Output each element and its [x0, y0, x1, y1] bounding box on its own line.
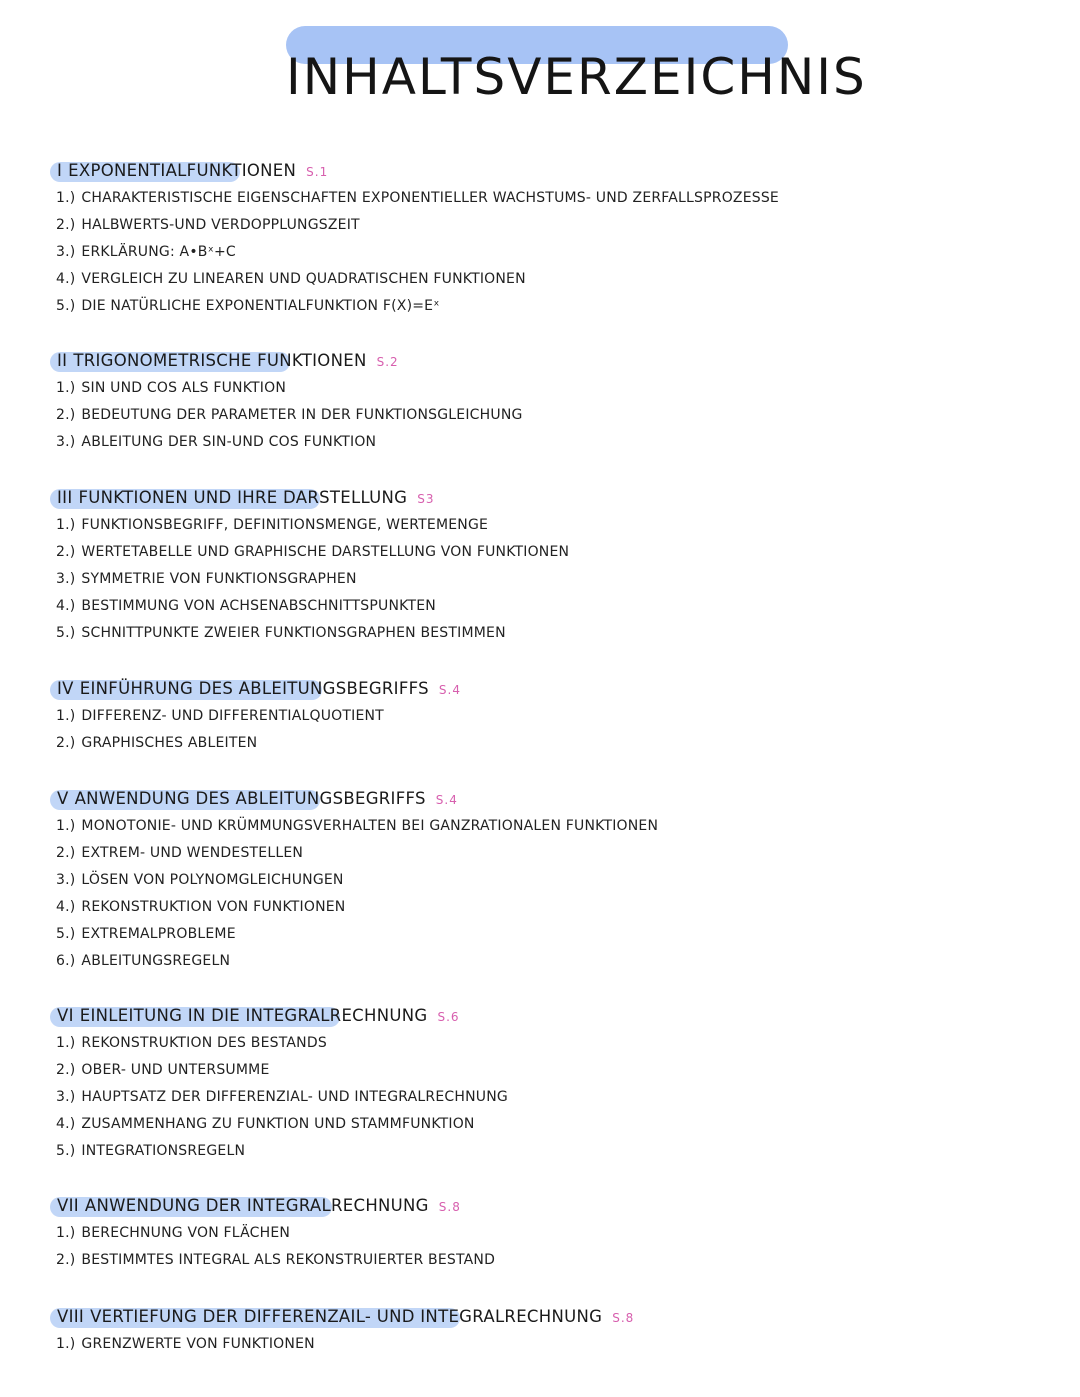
- section-numeral: II: [57, 351, 68, 370]
- item-number: 5.): [56, 298, 76, 314]
- page-title: INHALTSVERZEICHNIS: [286, 47, 867, 106]
- item-number: 6.): [56, 953, 76, 969]
- item-text: BESTIMMTES INTEGRAL ALS REKONSTRUIERTER BESTAND: [81, 1252, 496, 1268]
- item-text: CHARAKTERISTISCHE EIGENSCHAFTEN EXPONENTIELLER WACHSTUMS- UND ZERFALLSPROZESSE: [81, 190, 779, 206]
- section-heading: [0, 158, 1080, 185]
- section-page: S.8: [612, 1311, 635, 1325]
- item-text: SIN UND COS ALS FUNKTION: [81, 380, 286, 396]
- list-item: [0, 539, 1080, 566]
- list-item: [0, 867, 1080, 894]
- item-text: INTEGRATIONSREGELN: [81, 1143, 246, 1159]
- item-text: OBER- UND UNTERSUMME: [81, 1062, 270, 1078]
- section-numeral: VIII: [57, 1307, 85, 1326]
- item-number: 5.): [56, 625, 76, 641]
- list-item: [0, 402, 1080, 429]
- section-numeral: VI: [57, 1006, 74, 1025]
- item-number: 1.): [56, 517, 76, 533]
- item-text: FUNKTIONSBEGRIFF, DEFINITIONSMENGE, WERTEMENGE: [81, 517, 489, 533]
- list-item: [0, 1111, 1080, 1138]
- section-page: S.2: [376, 355, 399, 369]
- item-text: REKONSTRUKTION DES BESTANDS: [81, 1035, 327, 1051]
- section-title: VERTIEFUNG DER DIFFERENZAIL- UND INTEGRALRECHNUNG: [90, 1307, 603, 1326]
- section-6: [0, 1003, 1080, 1165]
- section-title: EINLEITUNG IN DIE INTEGRALRECHNUNG: [79, 1006, 428, 1025]
- section-page: S.8: [438, 1200, 461, 1214]
- item-number: 3.): [56, 571, 76, 587]
- item-text: BERECHNUNG VON FLÄCHEN: [81, 1225, 291, 1241]
- item-text: ZUSAMMENHANG ZU FUNKTION UND STAMMFUNKTION: [81, 1116, 475, 1132]
- item-text: ABLEITUNG DER SIN-UND COS FUNKTION: [81, 434, 377, 450]
- item-number: 4.): [56, 1116, 76, 1132]
- list-item: [0, 375, 1080, 402]
- item-number: 5.): [56, 1143, 76, 1159]
- section-heading: [0, 1304, 1080, 1331]
- item-text: WERTETABELLE UND GRAPHISCHE DARSTELLUNG VON FUNKTIONEN: [81, 544, 570, 560]
- item-number: 3.): [56, 1089, 76, 1105]
- list-item: [0, 1084, 1080, 1111]
- section-2: [0, 348, 1080, 456]
- section-items: [0, 185, 1080, 320]
- list-item: [0, 921, 1080, 948]
- section-heading: [0, 786, 1080, 813]
- list-item: [0, 1057, 1080, 1084]
- item-text: BESTIMMUNG VON ACHSENABSCHNITTSPUNKTEN: [81, 598, 436, 614]
- section-title: ANWENDUNG DES ABLEITUNGSBEGRIFFS: [74, 789, 426, 808]
- item-text: MONOTONIE- UND KRÜMMUNGSVERHALTEN BEI GANZRATIONALEN FUNKTIONEN: [81, 818, 659, 834]
- item-text: VERGLEICH ZU LINEAREN UND QUADRATISCHEN FUNKTIONEN: [81, 271, 526, 287]
- item-text: SCHNITTPUNKTE ZWEIER FUNKTIONSGRAPHEN BESTIMMEN: [81, 625, 506, 641]
- section-items: [0, 512, 1080, 647]
- item-text: DIE NATÜRLICHE EXPONENTIALFUNKTION F(X)=Eˣ: [81, 298, 440, 314]
- section-page: S3: [417, 492, 435, 506]
- section-numeral: VII: [57, 1196, 79, 1215]
- item-number: 4.): [56, 271, 76, 287]
- section-7: [0, 1193, 1080, 1274]
- section-page: S.6: [437, 1010, 460, 1024]
- section-items: [0, 1030, 1080, 1165]
- item-number: 4.): [56, 598, 76, 614]
- section-4: [0, 676, 1080, 757]
- section-items: [0, 1220, 1080, 1274]
- item-number: 1.): [56, 1225, 76, 1241]
- list-item: [0, 266, 1080, 293]
- item-number: 2.): [56, 845, 76, 861]
- section-numeral: I: [57, 161, 63, 180]
- section-numeral: V: [57, 789, 69, 808]
- section-heading: [0, 348, 1080, 375]
- list-item: [0, 1030, 1080, 1057]
- item-text: DIFFERENZ- UND DIFFERENTIALQUOTIENT: [81, 708, 384, 724]
- item-number: 1.): [56, 708, 76, 724]
- section-items: [0, 1331, 1080, 1358]
- list-item: [0, 1138, 1080, 1165]
- list-item: [0, 212, 1080, 239]
- section-numeral: III: [57, 488, 73, 507]
- list-item: [0, 1220, 1080, 1247]
- item-text: GRENZWERTE VON FUNKTIONEN: [81, 1336, 315, 1352]
- item-text: ERKLÄRUNG: A•Bˣ+C: [81, 244, 236, 260]
- list-item: [0, 840, 1080, 867]
- section-title: TRIGONOMETRISCHE FUNKTIONEN: [73, 351, 367, 370]
- section-heading: [0, 1193, 1080, 1220]
- list-item: [0, 293, 1080, 320]
- section-title: ANWENDUNG DER INTEGRALRECHNUNG: [84, 1196, 429, 1215]
- section-page: S.1: [306, 165, 329, 179]
- list-item: [0, 894, 1080, 921]
- page-header: [0, 0, 1080, 106]
- item-text: BEDEUTUNG DER PARAMETER IN DER FUNKTIONSGLEICHUNG: [81, 407, 523, 423]
- item-number: 2.): [56, 544, 76, 560]
- list-item: [0, 813, 1080, 840]
- section-page: S.4: [438, 683, 461, 697]
- item-text: HAUPTSATZ DER DIFFERENZIAL- UND INTEGRALRECHNUNG: [81, 1089, 508, 1105]
- list-item: [0, 620, 1080, 647]
- item-number: 2.): [56, 1062, 76, 1078]
- item-number: 1.): [56, 1336, 76, 1352]
- section-heading: [0, 1003, 1080, 1030]
- section-1: [0, 158, 1080, 320]
- item-text: REKONSTRUKTION VON FUNKTIONEN: [81, 899, 346, 915]
- item-number: 5.): [56, 926, 76, 942]
- item-number: 2.): [56, 407, 76, 423]
- item-text: EXTREMALPROBLEME: [81, 926, 236, 942]
- section-title: EINFÜHRUNG DES ABLEITUNGSBEGRIFFS: [79, 679, 429, 698]
- list-item: [0, 239, 1080, 266]
- item-text: LÖSEN VON POLYNOMGLEICHUNGEN: [81, 872, 344, 888]
- item-number: 1.): [56, 1035, 76, 1051]
- item-number: 3.): [56, 434, 76, 450]
- list-item: [0, 703, 1080, 730]
- item-number: 2.): [56, 735, 76, 751]
- list-item: [0, 512, 1080, 539]
- list-item: [0, 948, 1080, 975]
- section-items: [0, 813, 1080, 975]
- list-item: [0, 429, 1080, 456]
- section-3: [0, 485, 1080, 647]
- item-number: 3.): [56, 872, 76, 888]
- list-item: [0, 566, 1080, 593]
- item-number: 4.): [56, 899, 76, 915]
- section-heading: [0, 485, 1080, 512]
- section-8: [0, 1304, 1080, 1358]
- section-page: S.4: [435, 793, 458, 807]
- section-5: [0, 786, 1080, 975]
- item-number: 3.): [56, 244, 76, 260]
- item-number: 1.): [56, 818, 76, 834]
- section-numeral: IV: [57, 679, 74, 698]
- list-item: [0, 185, 1080, 212]
- item-number: 2.): [56, 217, 76, 233]
- section-items: [0, 375, 1080, 456]
- item-text: ABLEITUNGSREGELN: [81, 953, 231, 969]
- section-items: [0, 703, 1080, 757]
- section-title: FUNKTIONEN UND IHRE DARSTELLUNG: [78, 488, 408, 507]
- item-number: 1.): [56, 190, 76, 206]
- item-text: SYMMETRIE VON FUNKTIONSGRAPHEN: [81, 571, 357, 587]
- item-number: 2.): [56, 1252, 76, 1268]
- item-text: HALBWERTS-UND VERDOPPLUNGSZEIT: [81, 217, 360, 233]
- item-number: 1.): [56, 380, 76, 396]
- section-heading: [0, 676, 1080, 703]
- list-item: [0, 1331, 1080, 1358]
- list-item: [0, 1247, 1080, 1274]
- list-item: [0, 730, 1080, 757]
- section-title: EXPONENTIALFUNKTIONEN: [68, 161, 297, 180]
- item-text: GRAPHISCHES ABLEITEN: [81, 735, 258, 751]
- item-text: EXTREM- UND WENDESTELLEN: [81, 845, 304, 861]
- list-item: [0, 593, 1080, 620]
